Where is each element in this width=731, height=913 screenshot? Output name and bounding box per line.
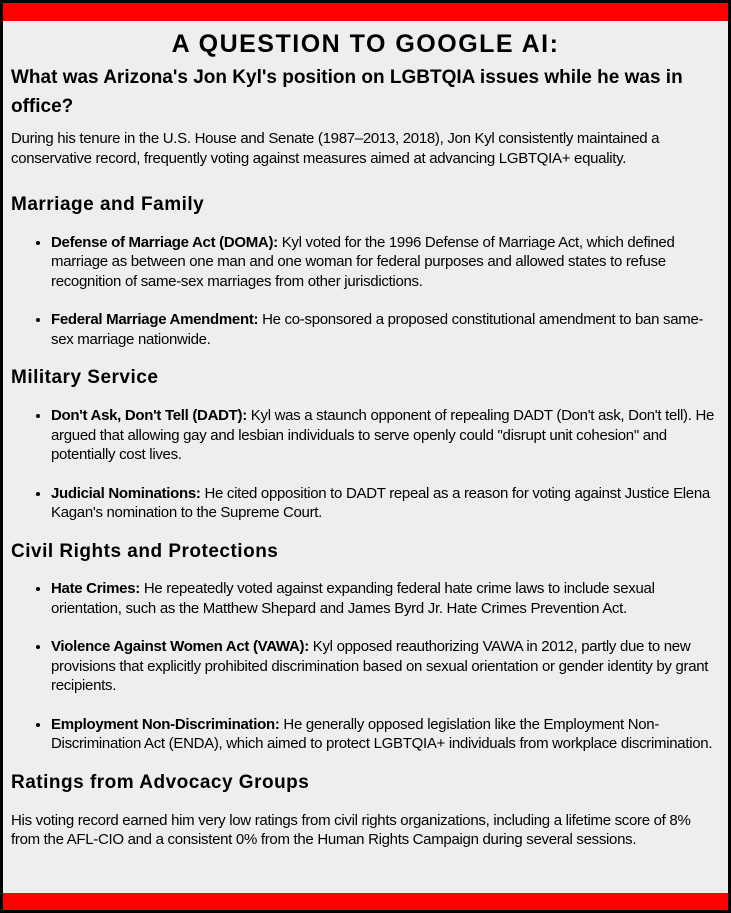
bullet-term: Employment Non-Discrimination: <box>51 715 280 733</box>
bottom-red-bar <box>3 893 728 910</box>
bullet-list-civil-rights <box>11 579 720 754</box>
bullet-term: Judicial Nominations: <box>51 484 201 502</box>
list-item <box>51 484 720 523</box>
bullet-list-military <box>11 406 720 523</box>
bullet-text: He co-sponsored a proposed constitutional amendment to ban same-sex marriage nationwide. <box>51 311 704 348</box>
bullet-term: Federal Marriage Amendment: <box>51 311 259 329</box>
section-heading-civil-rights: Civil Rights and Protections <box>11 540 279 562</box>
bullet-term: Violence Against Women Act (VAWA): <box>51 638 309 656</box>
bullet-text: Kyl was a staunch opponent of repealing DADT (Don't ask, Don't tell). He argued that allowing gay and lesbian individuals to serve openly could "disrupt unit cohesion" and potentially cost lives. <box>51 407 715 464</box>
bullet-text: He generally opposed legislation like the Employment Non-Discrimination Act (ENDA), which aimed to protect LGBTQIA+ individuals from workplace discrimination. <box>51 715 713 753</box>
bullet-text: He cited opposition to DADT repeal as a reason for voting against Justice Elena Kagan's nomination to the Supreme Court. <box>51 484 710 522</box>
question-heading: What was Arizona's Jon Kyl's position on LGBTQIA issues while he was in office? <box>11 67 683 117</box>
bullet-list-marriage <box>11 233 720 350</box>
bullet-text: Kyl opposed reauthorizing VAWA in 2012, partly due to new provisions that explicitly prohibited discrimination based on sexual orientation or gender identity by grant recipients. <box>51 638 709 695</box>
list-item <box>51 310 720 349</box>
bullet-term: Don't Ask, Don't Tell (DADT): <box>51 407 247 425</box>
list-item <box>51 637 720 696</box>
section-heading-marriage-and-family: Marriage and Family <box>11 194 205 215</box>
list-item <box>51 579 720 618</box>
top-red-bar <box>3 3 728 21</box>
intro-paragraph: During his tenure in the U.S. House and Senate (1987–2013, 2018), Jon Kyl consistently maintained a conservative record, frequently voting against measures aimed at advancing LGBTQIA+ equality. <box>11 130 660 167</box>
bullet-text: Kyl voted for the 1996 Defense of Marriage Act, which defined marriage as between one man and one woman for federal purposes and allowed states to refuse recognition of same-sex marriages from other jurisdictions. <box>51 233 675 290</box>
page-title: A QUESTION TO GOOGLE AI: <box>171 30 560 58</box>
list-item <box>51 233 720 292</box>
section-heading-ratings: Ratings from Advocacy Groups <box>11 771 310 793</box>
document-body <box>3 21 728 893</box>
bullet-term: Hate Crimes: <box>51 580 140 598</box>
section-heading-military-service: Military Service <box>11 367 159 389</box>
list-item <box>51 406 720 465</box>
closing-paragraph: His voting record earned him very low ratings from civil rights organizations, including a lifetime score of 8% from the AFL-CIO and a consistent 0% from the Human Rights Campaign during several sessions. <box>11 811 691 849</box>
bullet-term: Defense of Marriage Act (DOMA): <box>51 233 278 251</box>
bullet-text: He repeatedly voted against expanding federal hate crime laws to include sexual orientation, such as the Matthew Shepard and James Byrd Jr. Hate Crimes Prevention Act. <box>51 580 655 617</box>
list-item <box>51 715 720 754</box>
